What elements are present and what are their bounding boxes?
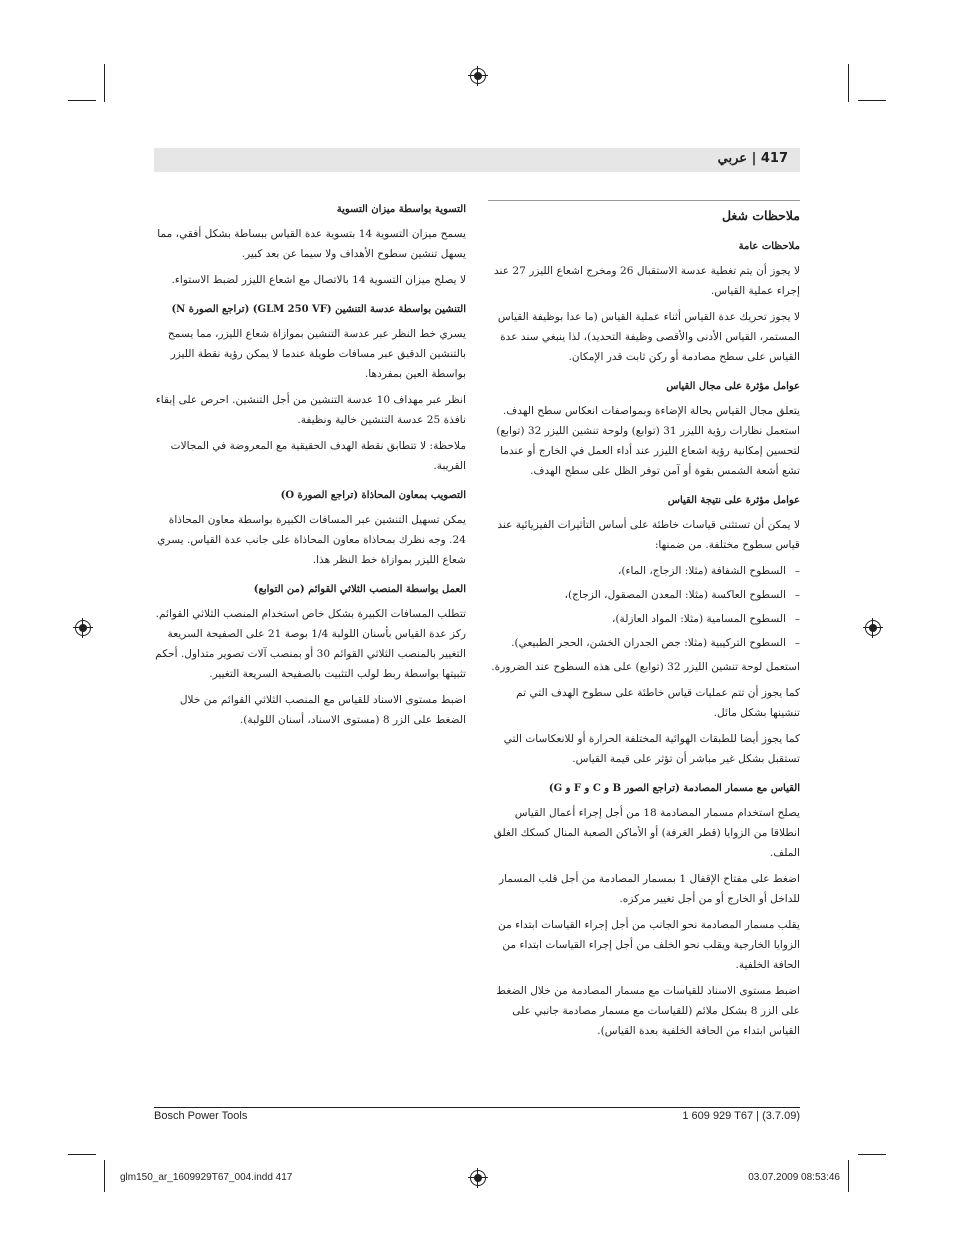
list-item: – السطوح العاكسة (مثلا: المعدن المصقول، الزجاج)، — [488, 585, 800, 605]
list-item: – السطوح الشفافة (مثلا: الزجاج، الماء)، — [488, 561, 800, 581]
subheading: التصويب بمعاون المحاذاة (تراجع الصورة O) — [280, 490, 466, 501]
registration-mark-icon — [75, 620, 91, 636]
crop-mark — [104, 1160, 105, 1192]
subheading: ملاحظات عامة — [738, 241, 800, 252]
page-number: 417 — [760, 151, 788, 166]
list-item: – السطوح المسامية (مثلا: المواد العازلة)، — [488, 609, 800, 629]
subheading: القياس مع مسمار المصادمة (تراجع الصور B و C و F و G) — [548, 783, 800, 794]
right-column-content — [488, 237, 800, 1041]
paragraph: كما يجوز أن تتم عمليات قياس خاطئة على سطوح الهدف التي تم تنشينها بشكل مائل. — [516, 687, 800, 719]
slug-datetime: 03.07.2009 08:53:46 — [748, 1172, 840, 1183]
page-header — [718, 151, 788, 166]
footer-rule — [154, 1107, 800, 1108]
section-rule — [488, 200, 800, 201]
crop-mark — [848, 64, 849, 102]
paragraph: يصلح استخدام مسمار المصادمة 18 من أجل إجراء أعمال القياس انطلاقا من الزوايا (قطر الغرفة) أو الأماكن الصعبة المنال كسكك الغلق الملف. — [493, 807, 800, 859]
paragraph: استعمل لوحة تنشين الليزر 32 (توابع) على هذه السطوح عند الضرورة. — [491, 661, 800, 673]
crop-mark — [68, 100, 96, 101]
registration-mark-icon — [470, 68, 486, 84]
list-item: – السطوح التركيبية (مثلا: جص الجدران الخشن، الحجر الطبيعي). — [488, 633, 800, 653]
paragraph: اضغط على مفتاح الإقفال 1 بمسمار المصادمة من أجل قلب المسمار للداخل أو الخارج أو من أجل تغيير مركزه. — [498, 873, 800, 905]
section-title: ملاحظات شغل — [721, 208, 800, 223]
left-column — [154, 200, 466, 736]
paragraph: لا يمكن أن تستثنى قياسات خاطئة على أساس التأثيرات الفيزيائية عند قياس سطوح مختلفة. من ضمنها: — [497, 519, 800, 551]
paragraph: ملاحظة: لا تتطابق نقطة الهدف الحقيقية مع المعروضة في المجالات القريبة. — [170, 440, 466, 472]
paragraph: كما يجوز أيضا للطبقات الهوائية المختلفة الحرارة أو للانعكاسات التي تستقبل بشكل غير مباشر أن تؤثر على قيمة القياس. — [503, 733, 800, 765]
paragraph: تتطلب المسافات الكبيرة بشكل خاص استخدام المنصب الثلاثي القوائم. ركز عدة القياس بأسنان اللولبة 1/4 بوصة 21 على الصفيحة السريعة التغيير بالمنصب الثلاثي القوائم 30 أو بمنصب آلات تصوير متداول. أحكم تثبيتها بواسطة ربط لولب التثبيت بالصفيحة السريعة التغيير. — [155, 608, 466, 680]
crop-mark — [848, 1160, 849, 1192]
subheading: عوامل مؤثرة على مجال القياس — [666, 381, 800, 392]
subheading: عوامل مؤثرة على نتيجة القياس — [667, 495, 800, 506]
paragraph: لا يجوز أن يتم تغطية عدسة الاستقبال 26 ومخرج اشعاع الليزر 27 عند إجراء عملية القياس. — [493, 265, 800, 297]
paragraph: اضبط مستوى الاسناد للقياس مع المنصب الثلاثي القوائم من خلال الضغط على الزر 8 (مستوى الاسناد، أسنان اللولبة). — [179, 694, 466, 726]
registration-mark-icon — [865, 620, 881, 636]
slug-file: glm150_ar_1609929T67_004.indd 417 — [120, 1172, 293, 1183]
registration-mark-icon — [470, 1170, 486, 1186]
left-column-content — [154, 200, 466, 730]
paragraph: يسري خط النظر عبر عدسة التنشين بموازاة شعاع الليزر، مما يسمح بالتنشين الدقيق عبر مسافات طويلة عندما لا يمكن رؤية نقطة الليزر بواسطة العين بمفردها. — [167, 328, 466, 380]
crop-mark — [104, 64, 105, 102]
footer-doc-code: 1 609 929 T67 | (3.7.09) — [682, 1110, 800, 1122]
crop-mark — [68, 1154, 96, 1155]
crop-mark — [858, 1154, 886, 1155]
footer-publisher: Bosch Power Tools — [154, 1110, 248, 1122]
crop-mark — [858, 100, 886, 101]
subheading: العمل بواسطة المنصب الثلاثي القوائم (من التوابع) — [253, 584, 466, 595]
paragraph: لا يصلح ميزان التسوية 14 بالاتصال مع اشعاع الليزر لضبط الاستواء. — [171, 274, 466, 286]
header-separator: | — [751, 151, 757, 166]
paragraph: اضبط مستوى الاسناد للقياسات مع مسمار المصادمة من خلال الضغط على الزر 8 بشكل ملائم (للقياسات مع مسمار مصادمة جانبي على القياس ابتداء من الحافة الخلفية بعدة القياس). — [496, 985, 800, 1037]
right-column — [488, 200, 800, 1047]
header-bar — [154, 148, 800, 172]
paragraph: يتعلق مجال القياس بحالة الإضاءة وبمواصفات انعكاس سطح الهدف. استعمل نظارات رؤية الليزر 31 (توابع) ولوحة تنشين الليزر 32 (توابع) لتحسين إمكانية رؤية اشعاع الليزر عند أداء العمل في الخارج أو عندما تشع أشعة الشمس بقوة أو آمن توفر الظل على سطح الهدف. — [496, 405, 800, 477]
paragraph: يمكن تسهيل التنشين عبر المسافات الكبيرة بواسطة معاون المحاذاة 24. وجه نظرك بمحاذاة معاون المحاذاة على جانب عدة القياس. يسري شعاع الليزر بموازاة خط النظر هذا. — [157, 514, 466, 566]
subheading: التنشين بواسطة عدسة التنشين (GLM 250 VF) (تراجع الصورة N) — [171, 304, 466, 315]
paragraph: لا يجوز تحريك عدة القياس أثناء عملية القياس (ما عدا بوظيفة القياس المستمر، القياس الأدنى والأقصى وظيفة التحديد)، لذا ينبغي سند عدة القياس على سطح مصادمة أو ركن ثابت قدر الإمكان. — [497, 311, 800, 363]
subheading: التسوية بواسطة ميزان التسوية — [336, 204, 466, 215]
paragraph: انظر عبر مهداف 10 عدسة التنشين من أجل التنشين. احرص على إبقاء نافذة 25 عدسة التنشين خالية ونظيفة. — [155, 394, 466, 426]
header-language: عربي — [717, 151, 748, 166]
paragraph: يقلب مسمار المصادمة نحو الجانب من أجل إجراء القياسات ابتداء من الزوايا الخارجية ويقلب نحو الخلف من أجل إجراء القياسات ابتداء من الحافة الخلفية. — [498, 919, 800, 971]
paragraph: يسمح ميزان التسوية 14 بتسوية عدة القياس ببساطة بشكل أفقي، مما يسهل تنشين سطوح الأهداف ولا سيما عن بعد كبير. — [157, 228, 466, 260]
